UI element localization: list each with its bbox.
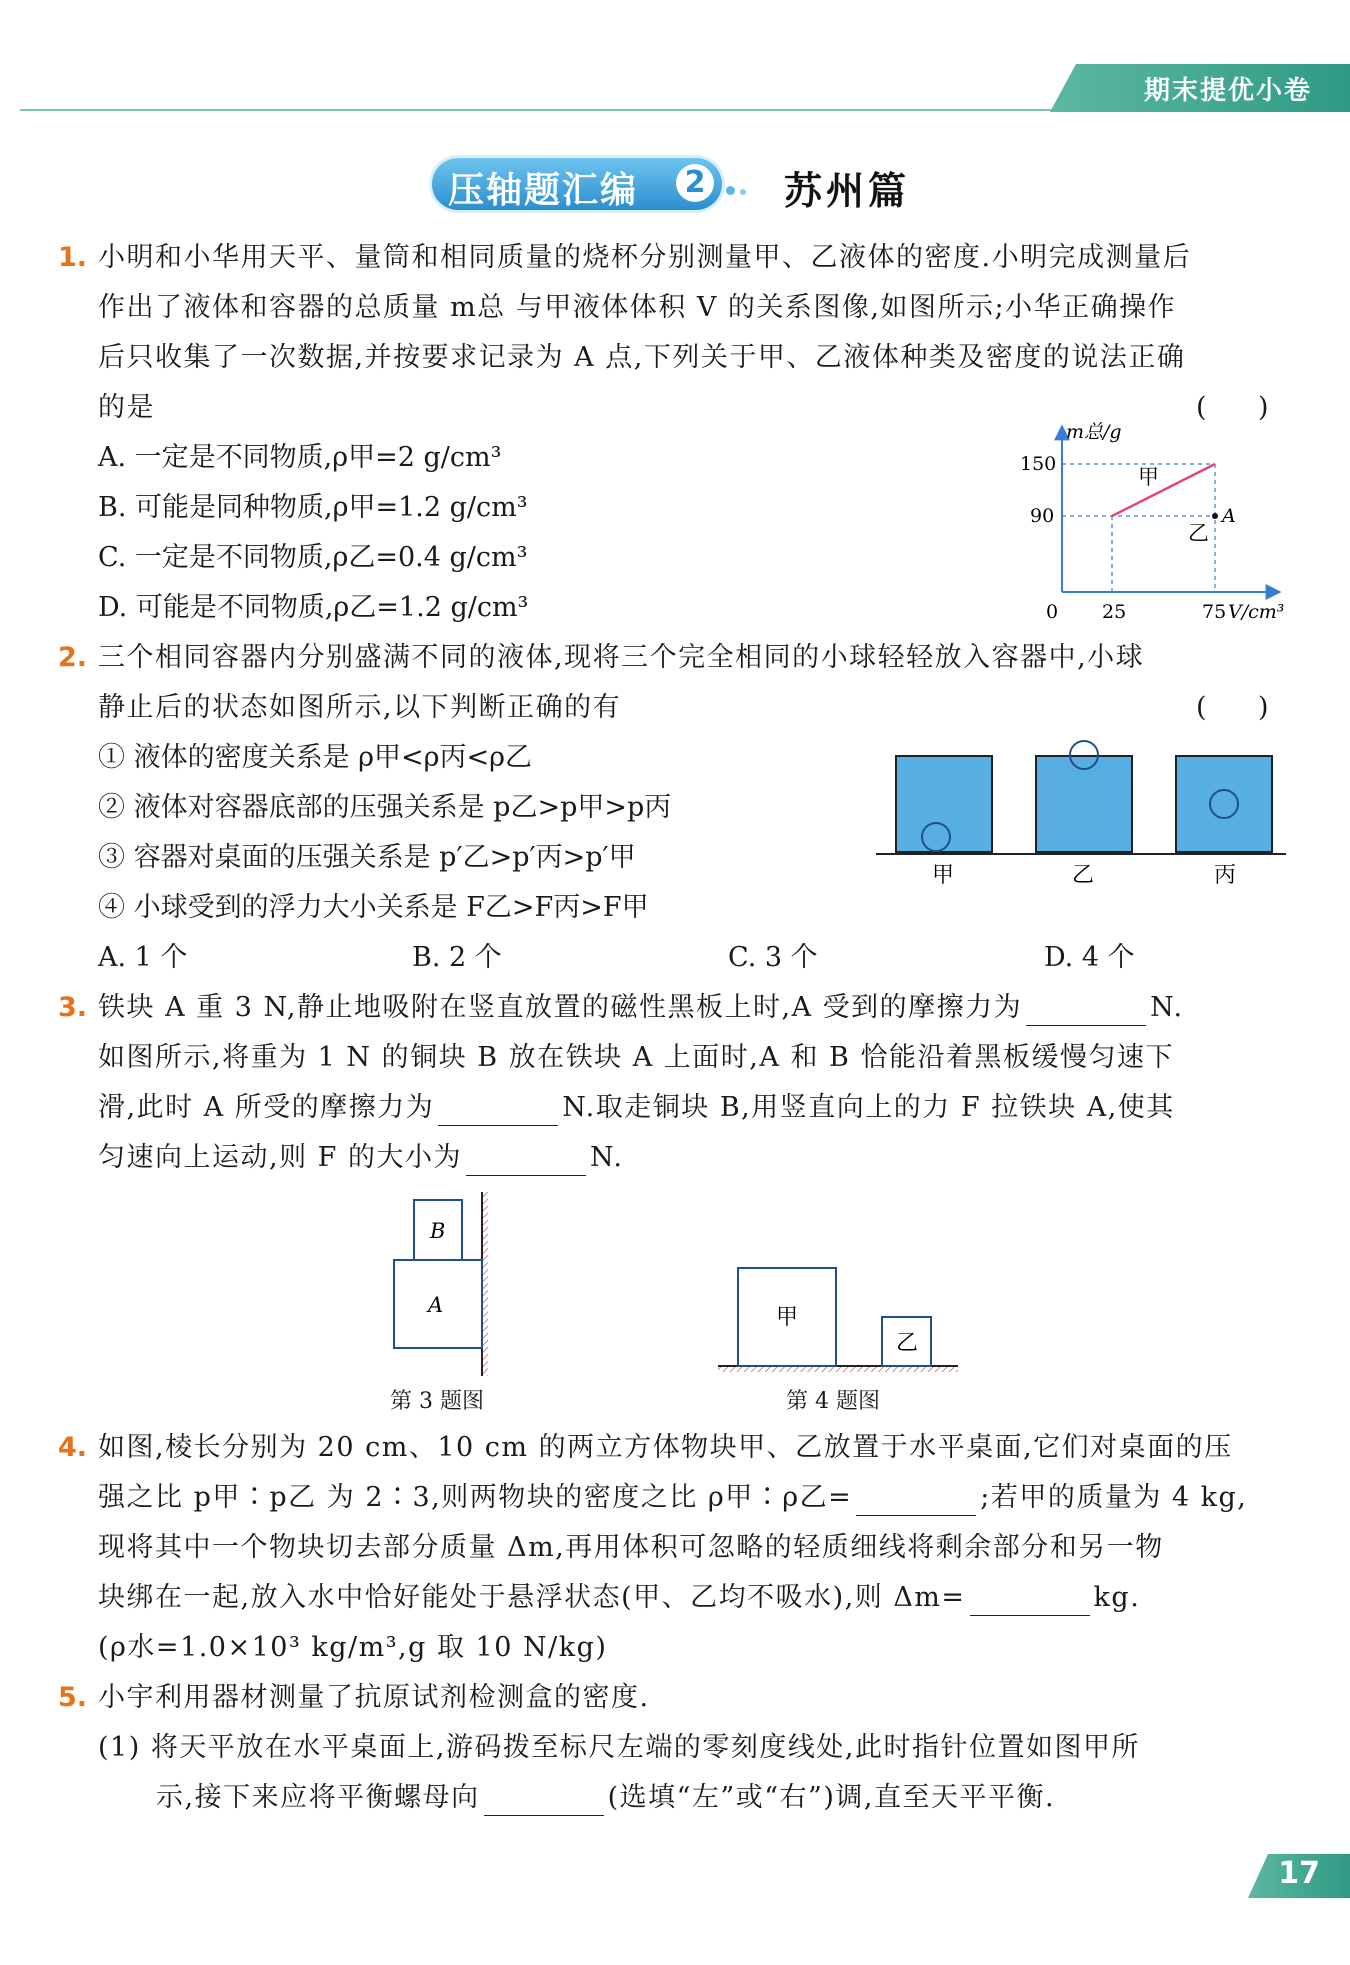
question-1-line: 小明和小华用天平、量筒和相同质量的烧杯分别测量甲、乙液体的密度.小明完成测量后 xyxy=(98,242,1192,273)
graph-y-label: m总/g xyxy=(1066,421,1122,443)
question-4-line: (ρ水=1.0×10³ kg/m³,g 取 10 N/kg) xyxy=(98,1632,608,1663)
question-4-line: 现将其中一个物块切去部分质量 Δm,再用体积可忽略的轻质细线将剩余部分和另一物 xyxy=(98,1532,1164,1563)
block-a-label: A xyxy=(428,1293,444,1317)
question-1-line: 后只收集了一次数据,并按要求记录为 A 点,下列关于甲、乙液体种类及密度的说法正确 xyxy=(98,342,1186,373)
graph-x-tick: 25 xyxy=(1102,601,1127,623)
answer-blank[interactable] xyxy=(1026,999,1146,1026)
question-3-line: 匀速向上运动,则 F 的大小为 N. xyxy=(98,1140,623,1176)
question-2-line: 静止后的状态如图所示,以下判断正确的有 xyxy=(98,692,622,723)
block-jia-label: 甲 xyxy=(776,1305,799,1330)
title-dots xyxy=(726,180,751,199)
graph-line-jia xyxy=(1112,464,1215,516)
question-4-line: 如图,棱长分别为 20 cm、10 cm 的两立方体物块甲、乙放置于水平桌面,它们对桌面的压 xyxy=(98,1432,1233,1463)
question-5-number: 5. xyxy=(58,1682,88,1713)
question-3-line: 铁块 A 重 3 N,静止地吸附在竖直放置的磁性黑板上时,A 受到的摩擦力为 N. xyxy=(98,990,1184,1026)
question-5-line: (1) 将天平放在水平桌面上,游码拨至标尺左端的零刻度线处,此时指针位置如图甲所 xyxy=(98,1732,1140,1763)
graph-point-label: 乙 xyxy=(1188,521,1209,545)
question-2-statement: ② 液体对容器底部的压强关系是 p乙>p甲>p丙 xyxy=(98,792,672,823)
graph-y-tick: 90 xyxy=(1030,505,1055,527)
page-number: 17 xyxy=(1278,1856,1320,1891)
graph-point-name: A xyxy=(1222,505,1236,527)
page-subtitle: 苏州篇 xyxy=(784,168,911,213)
question-2-statement: ① 液体的密度关系是 ρ甲<ρ丙<ρ乙 xyxy=(98,742,533,773)
page-title: 压轴题汇编 xyxy=(448,170,639,211)
graph-y-tick: 150 xyxy=(1020,453,1057,475)
question-4-line: 强之比 p甲∶p乙 为 2∶3,则两物块的密度之比 ρ甲∶ρ乙= ;若甲的质量为 4 kg, xyxy=(98,1480,1247,1516)
question-1-line: 的是 xyxy=(98,392,155,423)
graph-origin: 0 xyxy=(1046,601,1059,623)
container-label: 丙 xyxy=(1214,863,1237,888)
container-label: 乙 xyxy=(1072,863,1095,888)
answer-blank[interactable] xyxy=(484,1789,604,1816)
graph-line-label: 甲 xyxy=(1138,465,1159,489)
container-label: 甲 xyxy=(932,863,955,888)
question-3-number: 3. xyxy=(58,992,88,1023)
question-3-line: 滑,此时 A 所受的摩擦力为 N.取走铜块 B,用竖直向上的力 F 拉铁块 A,使其 xyxy=(98,1090,1175,1126)
question-2-line: 三个相同容器内分别盛满不同的液体,现将三个完全相同的小球轻轻放入容器中,小球 xyxy=(98,642,1145,673)
question-2-option-c: C. 3 个 xyxy=(728,942,818,973)
question-2-statement: ③ 容器对桌面的压强关系是 p′乙>p′丙>p′甲 xyxy=(98,842,636,873)
container-jia xyxy=(896,756,992,852)
question-1-line: 作出了液体和容器的总质量 m总 与甲液体体积 V 的关系图像,如图所示;小华正确操作 xyxy=(98,292,1177,323)
block-b-label: B xyxy=(430,1219,446,1243)
question-3-figure xyxy=(380,1186,520,1386)
graph-x-label: V/cm³ xyxy=(1228,601,1285,623)
question-1-number: 1. xyxy=(58,242,88,273)
title-number-badge: 2 xyxy=(676,164,714,202)
question-1-option-a: A. 一定是不同物质,ρ甲=2 g/cm³ xyxy=(98,442,502,473)
question-2-option-b: B. 2 个 xyxy=(412,942,502,973)
question-4-line: 块绑在一起,放入水中恰好能处于悬浮状态(甲、乙均不吸水),则 Δm= kg. xyxy=(98,1580,1140,1616)
question-2-figure xyxy=(872,736,1292,896)
page-header xyxy=(0,158,1350,212)
question-2-option-d: D. 4 个 xyxy=(1044,942,1135,973)
section-tab-label: 期末提优小卷 xyxy=(1143,76,1312,106)
container-bing xyxy=(1176,756,1272,852)
question-2-statement: ④ 小球受到的浮力大小关系是 F乙>F丙>F甲 xyxy=(98,892,649,923)
question-2-number: 2. xyxy=(58,642,88,673)
question-1-option-d: D. 可能是不同物质,ρ乙=1.2 g/cm³ xyxy=(98,592,529,623)
block-yi-label: 乙 xyxy=(896,1331,919,1356)
container-yi xyxy=(1036,756,1132,852)
question-3-caption: 第 3 题图 xyxy=(390,1389,484,1414)
question-4-caption: 第 4 题图 xyxy=(786,1389,880,1414)
answer-blank[interactable] xyxy=(970,1589,1090,1616)
question-4-number: 4. xyxy=(58,1432,88,1463)
question-2-answer-paren: ( ) xyxy=(1196,692,1269,723)
answer-blank[interactable] xyxy=(438,1099,558,1126)
graph-point-a xyxy=(1212,513,1218,519)
question-1-option-b: B. 可能是同种物质,ρ甲=1.2 g/cm³ xyxy=(98,492,528,523)
answer-blank[interactable] xyxy=(856,1489,976,1516)
question-3-line: 如图所示,将重为 1 N 的铜块 B 放在铁块 A 上面时,A 和 B 恰能沿着黑板缓慢匀速下 xyxy=(98,1042,1174,1073)
question-1-option-c: C. 一定是不同物质,ρ乙=0.4 g/cm³ xyxy=(98,542,528,573)
question-1-answer-paren: ( ) xyxy=(1196,392,1269,423)
question-2-option-a: A. 1 个 xyxy=(98,942,188,973)
question-5-line: 小宇利用器材测量了抗原试剂检测盒的密度. xyxy=(98,1682,650,1713)
question-1-graph xyxy=(1010,420,1310,630)
answer-blank[interactable] xyxy=(466,1149,586,1176)
graph-x-tick: 75 xyxy=(1202,601,1227,623)
question-4-figure xyxy=(714,1260,964,1380)
question-5-line: 示,接下来应将平衡螺母向 (选填“左”或“右”)调,直至天平平衡. xyxy=(156,1780,1055,1816)
